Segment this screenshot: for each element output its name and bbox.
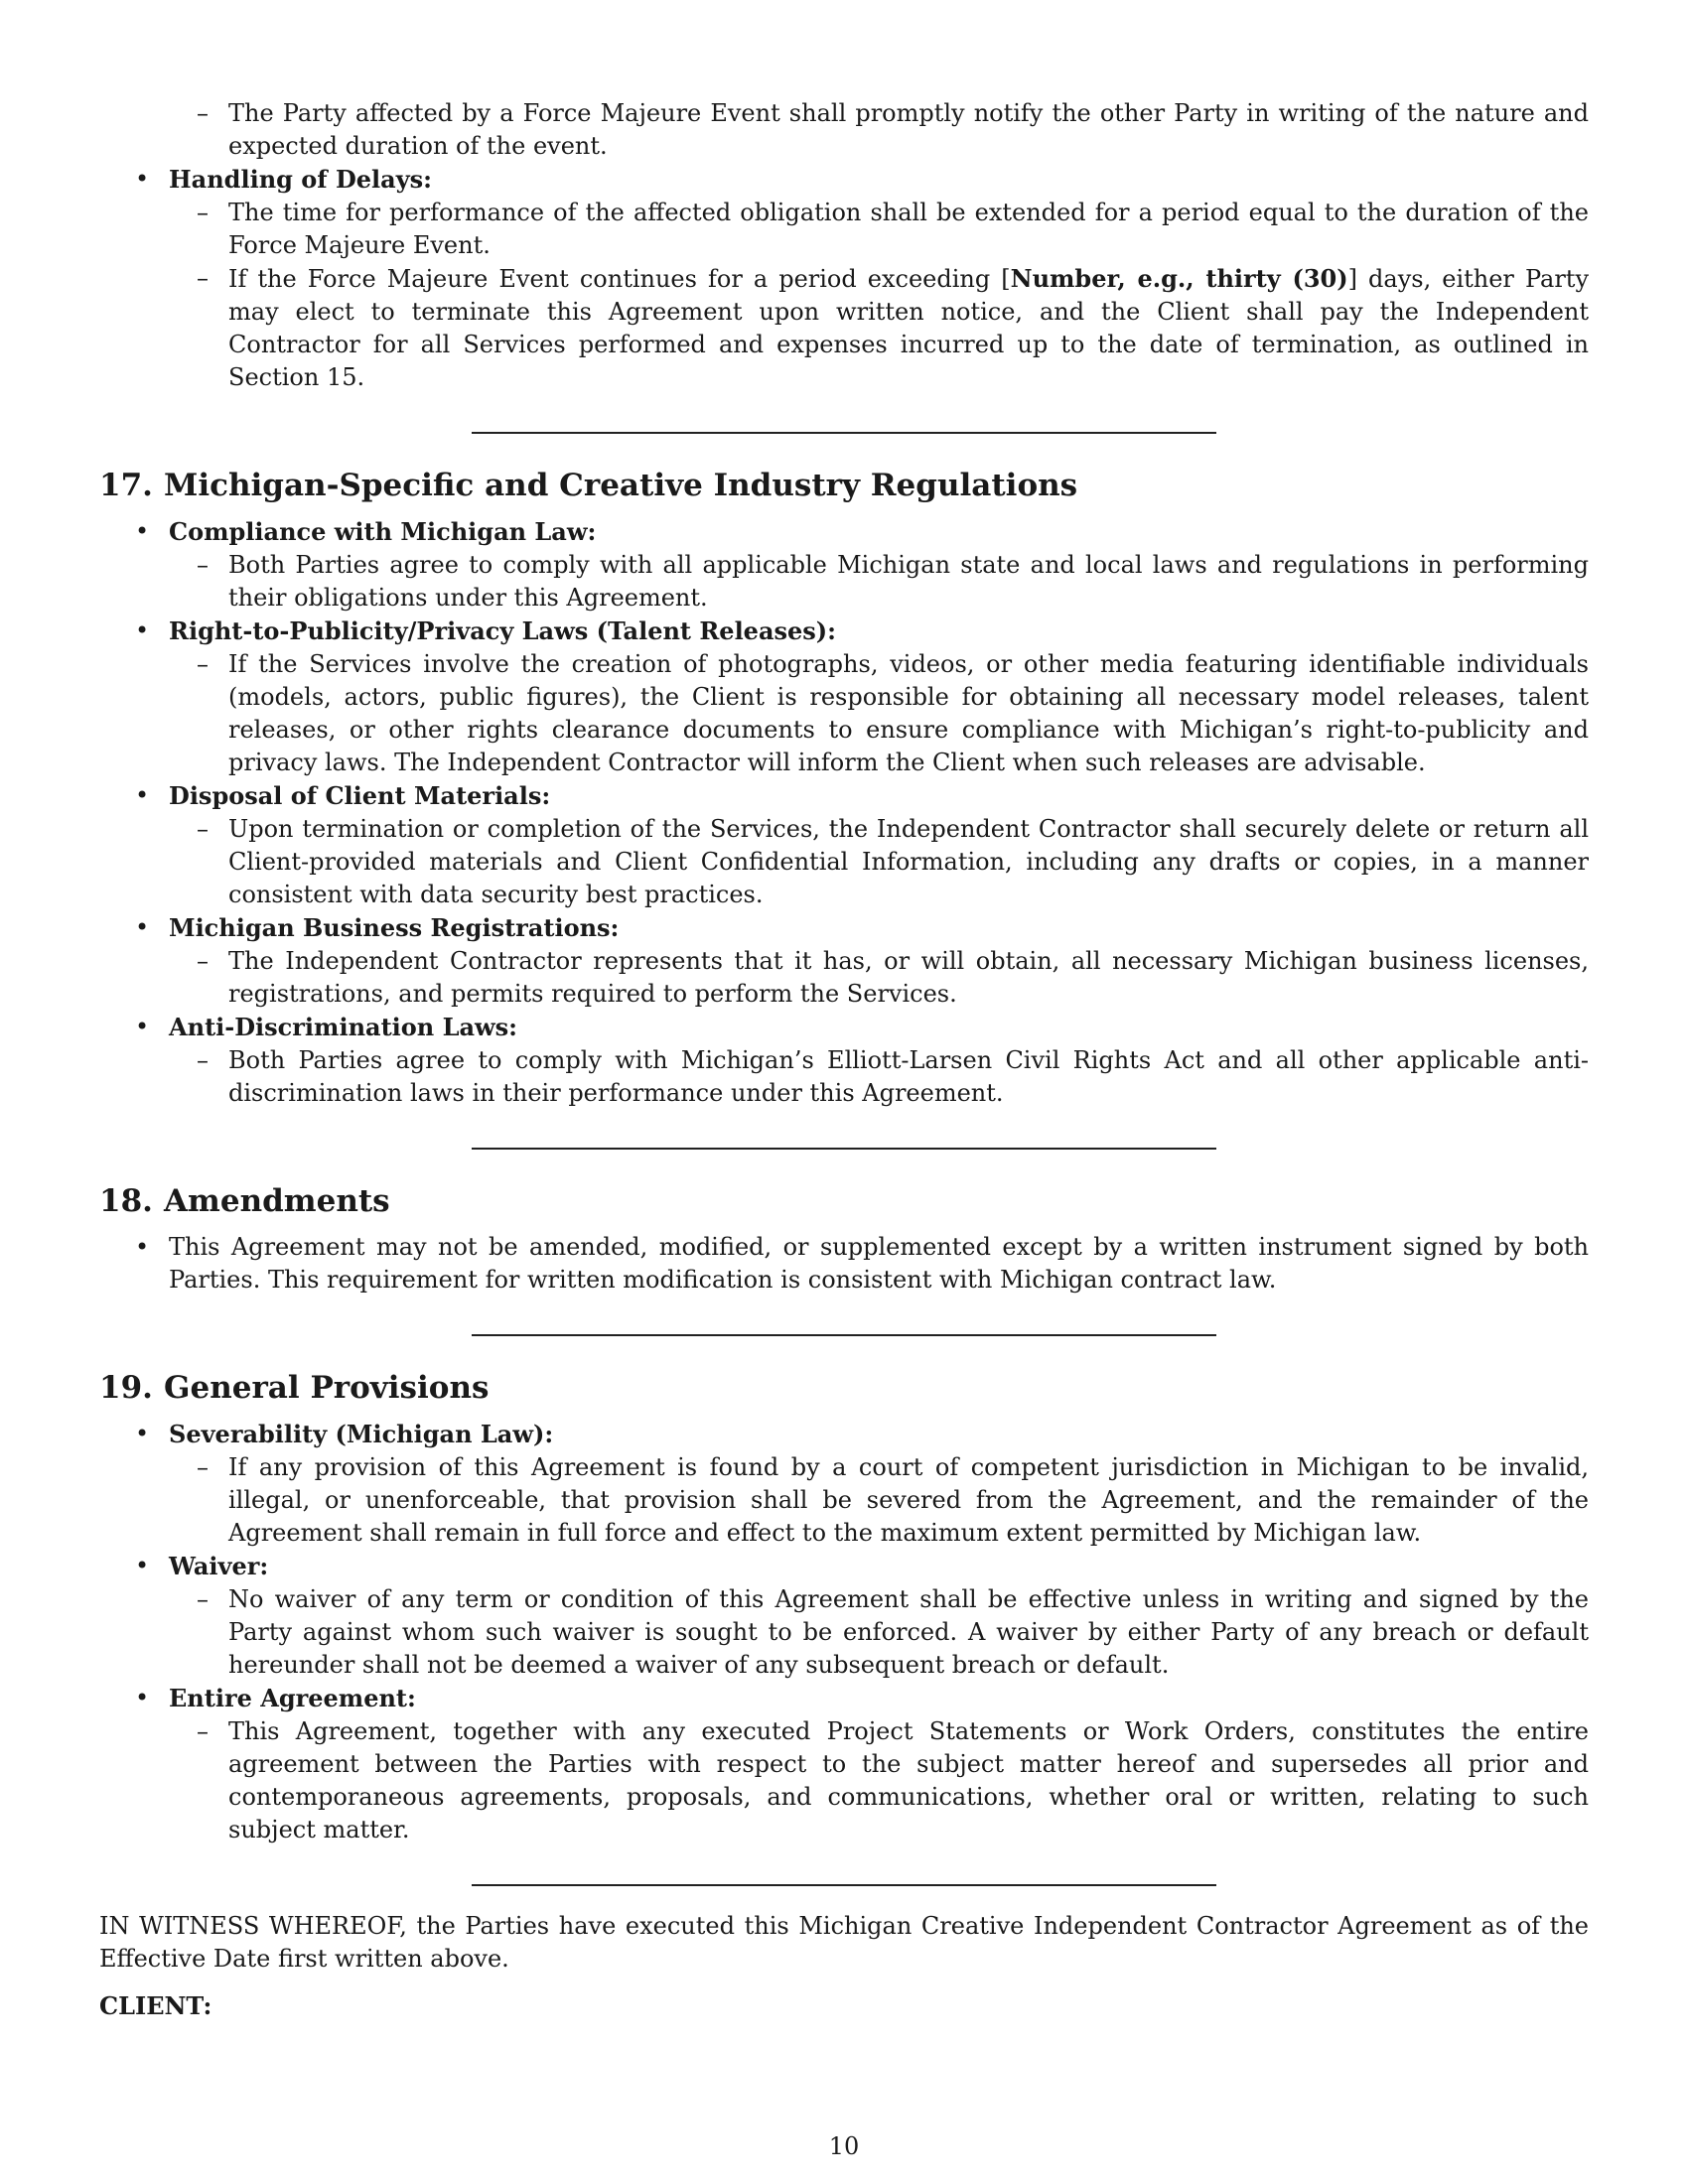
dash-marker: – xyxy=(197,947,209,975)
list-item xyxy=(99,515,1589,549)
bullet-marker: • xyxy=(135,517,150,545)
sub-item xyxy=(99,1044,1589,1110)
bullet-marker: • xyxy=(135,616,150,644)
section-divider xyxy=(472,1334,1216,1336)
dash-marker: – xyxy=(197,264,209,292)
list-item xyxy=(99,1682,1589,1715)
sub-item xyxy=(99,197,1589,262)
sub-item-text: The time for performance of the affected obligation shall be extended for a period equal to the duration of the Force Majeure Event. xyxy=(228,199,1589,259)
bullet-marker: • xyxy=(135,913,150,941)
dash-marker: – xyxy=(197,1046,209,1074)
sub-item xyxy=(99,1583,1589,1682)
sub-item-text: The Party affected by a Force Majeure Event shall promptly notify the other Party in writing of the nature and expected duration of the event. xyxy=(228,99,1589,160)
list-item-title: Michigan Business Registrations: xyxy=(169,913,620,942)
list-item xyxy=(99,614,1589,648)
dash-marker: – xyxy=(197,1453,209,1481)
list-item-title: Waiver: xyxy=(169,1552,269,1580)
dash-marker: – xyxy=(197,815,209,843)
sub-item-text: This Agreement, together with any executed Project Statements or Work Orders, constitutes the entire agreement between the Parties with respect to the subject matter hereof and supersedes all prior and contemporaneous agreements, proposals, and communications, whether oral or written, relating to such subject matter. xyxy=(228,1717,1589,1843)
sub-item-text: Upon termination or completion of the Services, the Independent Contractor shall securely delete or return all Client-provided materials and Client Confidential Information, including any drafts or copies, in a manner consistent with data security best practices. xyxy=(228,815,1589,908)
placeholder-number: Number, e.g., thirty (30) xyxy=(1010,264,1348,293)
section-title: Amendments xyxy=(164,1183,390,1219)
bullet-marker: • xyxy=(135,1013,150,1040)
sub-item xyxy=(99,945,1589,1011)
list-item-title: Disposal of Client Materials: xyxy=(169,781,551,810)
section-divider xyxy=(472,1884,1216,1886)
list-item xyxy=(99,1011,1589,1044)
document-page xyxy=(99,97,1589,2022)
dash-marker: – xyxy=(197,99,209,127)
witness-paragraph: IN WITNESS WHEREOF, the Parties have executed this Michigan Creative Independent Contractor Agreement as of the Effective Date first written above. xyxy=(99,1912,1589,1973)
sub-item xyxy=(99,1715,1589,1846)
bullet-marker: • xyxy=(135,1420,150,1447)
section-divider xyxy=(472,1148,1216,1150)
sub-item-text: If the Services involve the creation of photographs, videos, or other media featuring identifiable individuals (models, actors, public figures), the Client is responsible for obtaining all necessary model releases, talent releases, or other rights clearance documents to ensure compliance with Michigan’s right-to-publicity and privacy laws. The Independent Contractor will inform the Client when such releases are advisable. xyxy=(228,650,1589,776)
sub-item xyxy=(99,1451,1589,1550)
bullet-marker: • xyxy=(135,1684,150,1711)
sub-item xyxy=(99,648,1589,779)
sub-item-text: No waiver of any term or condition of this Agreement shall be effective unless in writing and signed by the Party against whom such waiver is sought to be enforced. A waiver by either Party of any breach or default hereunder shall not be deemed a waiver of any subsequent breach or default. xyxy=(228,1585,1589,1679)
section-number: 17. xyxy=(99,468,153,503)
section-heading-17 xyxy=(99,466,1589,505)
section-heading-18 xyxy=(99,1181,1589,1221)
bullet-marker: • xyxy=(135,1233,150,1261)
list-item xyxy=(99,779,1589,813)
dash-marker: – xyxy=(197,1585,209,1613)
list-item xyxy=(99,1550,1589,1583)
list-item xyxy=(99,911,1589,945)
section-divider xyxy=(472,432,1216,434)
sub-item-text-post: ] days, either Party may elect to terminate this Agreement upon written notice, and the Client shall pay the Independent Contractor for all Services performed and expenses incurred up to the date of termination, as outlined in Section 15. xyxy=(228,265,1589,391)
sub-item xyxy=(99,549,1589,614)
list-item xyxy=(99,1231,1589,1297)
sub-item xyxy=(99,813,1589,911)
section-title: Michigan-Specific and Creative Industry Regulations xyxy=(164,468,1078,503)
dash-marker: – xyxy=(197,1717,209,1745)
sub-item xyxy=(99,97,1589,163)
bullet-marker: • xyxy=(135,781,150,809)
section-heading-19 xyxy=(99,1368,1589,1408)
sub-item-text: Both Parties agree to comply with Michigan’s Elliott-Larsen Civil Rights Act and all other applicable anti-discrimination laws in their performance under this Agreement. xyxy=(228,1046,1589,1107)
list-item-title: Anti-Discrimination Laws: xyxy=(169,1013,518,1041)
list-item xyxy=(99,163,1589,197)
list-item-title: Severability (Michigan Law): xyxy=(169,1420,554,1448)
bullet-marker: • xyxy=(135,1552,150,1579)
dash-marker: – xyxy=(197,650,209,678)
sub-item-text-pre: If the Force Majeure Event continues for a period exceeding [ xyxy=(228,265,1011,293)
section-title: General Provisions xyxy=(164,1370,490,1406)
list-item xyxy=(99,1418,1589,1451)
bullet-marker: • xyxy=(135,165,150,193)
sub-item xyxy=(99,262,1589,394)
sub-item-text: If any provision of this Agreement is found by a court of competent jurisdiction in Michigan to be invalid, illegal, or unenforceable, that provision shall be severed from the Agreement, and the remainder of the Agreement shall remain in full force and effect to the maximum extent permitted by Michigan law. xyxy=(228,1453,1589,1547)
list-item-text: This Agreement may not be amended, modified, or supplemented except by a written instrument signed by both Parties. This requirement for written modification is consistent with Michigan contract law. xyxy=(169,1233,1589,1294)
dash-marker: – xyxy=(197,199,209,226)
list-item-title: Compliance with Michigan Law: xyxy=(169,517,597,546)
sub-item-text: Both Parties agree to comply with all applicable Michigan state and local laws and regulations in performing their obligations under this Agreement. xyxy=(228,551,1589,612)
list-item-title: Right-to-Publicity/Privacy Laws (Talent Releases): xyxy=(169,616,837,645)
dash-marker: – xyxy=(197,551,209,579)
section-number: 19. xyxy=(99,1370,153,1406)
section-number: 18. xyxy=(99,1183,153,1219)
client-label: CLIENT: xyxy=(99,1991,212,2020)
list-item-title: Handling of Delays: xyxy=(169,165,433,194)
list-item-title: Entire Agreement: xyxy=(169,1684,416,1712)
page-number: 10 xyxy=(828,2132,860,2160)
sub-item-text: The Independent Contractor represents that it has, or will obtain, all necessary Michigan business licenses, registrations, and permits required to perform the Services. xyxy=(228,947,1589,1008)
